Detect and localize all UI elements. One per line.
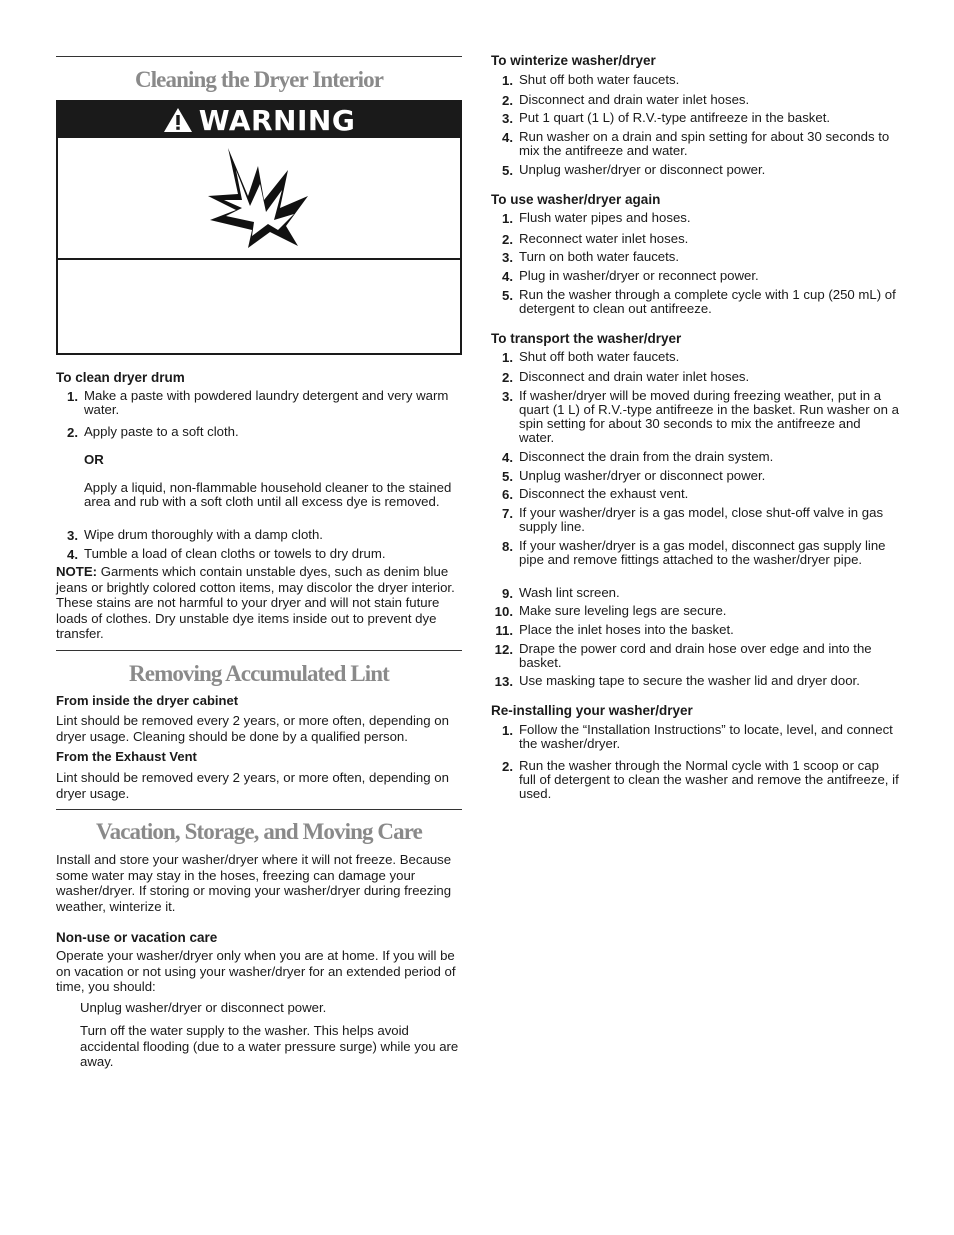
vacation-intro: Install and store your washer/dryer where it will not freeze. Because some water may stay in the hoses, freezing can damage your washer/dryer. If storing or moving your washer/dryer during freezing weather, winterize it.: [56, 852, 452, 914]
transport-step: If your washer/dryer is a gas model, disconnect gas supply line pipe and remove fittings attached to the washer/dryer pipe.: [519, 538, 886, 567]
step-number: 1.: [502, 723, 513, 738]
step-number: 10.: [494, 604, 513, 619]
step-number: 1.: [67, 389, 78, 404]
transport-step: If your washer/dryer is a gas model, close shut-off valve in gas supply line.: [519, 505, 884, 534]
use-again-step: Run the washer through a complete cycle with 1 cup (250 mL) of detergent to clean out antifreeze.: [519, 287, 896, 316]
step-number: 5.: [502, 288, 513, 303]
warning-triangle-icon: [163, 107, 193, 133]
step-number: 2.: [502, 759, 513, 774]
vent-heading: From the Exhaust Vent: [56, 749, 197, 764]
nonuse-item: Turn off the water supply to the washer. This helps avoid accidental flooding (due to a water pressure surge) while you are away.: [80, 1023, 459, 1069]
cabinet-text: Lint should be removed every 2 years, or more often, depending on dryer usage. Cleaning should be done by a qualified person.: [56, 713, 449, 744]
drum-heading: To clean dryer drum: [56, 370, 185, 385]
section-rule: [56, 56, 462, 57]
transport-step: Place the inlet hoses into the basket.: [519, 622, 734, 637]
warning-header: [58, 102, 460, 138]
step-number: 8.: [502, 539, 513, 554]
drum-step-alt: Apply a liquid, non-flammable household cleaner to the stained area and rub with a soft cloth until all excess dye is removed.: [84, 480, 452, 509]
use-again-heading: To use washer/dryer again: [491, 192, 661, 207]
or-label: OR: [84, 452, 104, 467]
vacation-section-title: Vacation, Storage, and Moving Care: [96, 819, 422, 844]
nonuse-item: Unplug washer/dryer or disconnect power.: [80, 1000, 327, 1015]
transport-heading: To transport the washer/dryer: [491, 331, 682, 346]
warning-divider: [58, 258, 460, 260]
winterize-heading: To winterize washer/dryer: [491, 53, 656, 68]
transport-step: Disconnect the drain from the drain system.: [519, 449, 774, 464]
step-number: 5.: [502, 469, 513, 484]
use-again-step: Reconnect water inlet hoses.: [519, 231, 689, 246]
step-number: 2.: [67, 425, 78, 440]
step-number: 4.: [502, 450, 513, 465]
use-again-step: Turn on both water faucets.: [519, 249, 680, 264]
transport-step: Use masking tape to secure the washer lid and dryer door.: [519, 673, 860, 688]
drum-step: Wipe drum thoroughly with a damp cloth.: [84, 527, 323, 542]
step-number: 3.: [502, 389, 513, 404]
step-number: 5.: [502, 163, 513, 178]
vent-text: Lint should be removed every 2 years, or more often, depending on dryer usage.: [56, 770, 449, 801]
step-number: 11.: [495, 623, 513, 638]
drum-step: Make a paste with powdered laundry detergent and very warm water.: [84, 388, 449, 417]
step-number: 2.: [502, 232, 513, 247]
note-label: NOTE:: [56, 564, 98, 579]
cleaning-section-title: Cleaning the Dryer Interior: [134, 67, 384, 92]
dye-note: [56, 564, 462, 642]
transport-step: Make sure leveling legs are secure.: [519, 603, 727, 618]
winterize-step: Disconnect and drain water inlet hoses.: [519, 92, 750, 107]
transport-step: Shut off both water faucets.: [519, 349, 680, 364]
step-number: 3.: [502, 111, 513, 126]
transport-step: Unplug washer/dryer or disconnect power.: [519, 468, 766, 483]
drum-step: Tumble a load of clean cloths or towels to dry drum.: [84, 546, 386, 561]
explosion-hazard-icon: [208, 148, 312, 250]
reinstall-step: Run the washer through the Normal cycle with 1 scoop or cap full of detergent to clean the washer and remove the antifreeze, if used.: [519, 758, 899, 801]
lint-section-title: Removing Accumulated Lint: [129, 661, 389, 686]
warning-label: WARNING: [198, 103, 356, 137]
step-number: 7.: [502, 506, 513, 521]
warning-box: [56, 100, 462, 355]
step-number: 3.: [502, 250, 513, 265]
step-number: 4.: [502, 130, 513, 145]
cabinet-heading: From inside the dryer cabinet: [56, 693, 239, 708]
winterize-step: Unplug washer/dryer or disconnect power.: [519, 162, 766, 177]
transport-step: Drape the power cord and drain hose over edge and into the basket.: [519, 641, 872, 670]
step-number: 13.: [494, 674, 513, 689]
note-text: Garments which contain unstable dyes, such as denim blue jeans or brightly colored cotton items, may discolor the dryer interior. These stains are not harmful to your dryer and will not stain future loads of clothes. Dry unstable dye items inside out to prevent dye transfer.: [56, 564, 455, 641]
use-again-step: Plug in washer/dryer or reconnect power.: [519, 268, 759, 283]
drum-step: Apply paste to a soft cloth.: [84, 424, 239, 439]
transport-step: Disconnect and drain water inlet hoses.: [519, 369, 750, 384]
winterize-step: Run washer on a drain and spin setting for about 30 seconds to mix the antifreeze and water.: [519, 129, 890, 158]
transport-step: Disconnect the exhaust vent.: [519, 486, 689, 501]
section-rule: [56, 650, 462, 651]
transport-step: Wash lint screen.: [519, 585, 620, 600]
step-number: 2.: [502, 370, 513, 385]
step-number: 1.: [502, 350, 513, 365]
reinstall-heading: Re-installing your washer/dryer: [491, 703, 693, 718]
step-number: 1.: [502, 211, 513, 226]
section-rule: [56, 809, 462, 810]
use-again-step: Flush water pipes and hoses.: [519, 210, 691, 225]
nonuse-text: Operate your washer/dryer only when you are at home. If you will be on vacation or not using your washer/dryer for an extended period of time, you should:: [56, 948, 456, 994]
step-number: 12.: [494, 642, 513, 657]
step-number: 4.: [502, 269, 513, 284]
step-number: 3.: [67, 528, 78, 543]
reinstall-step: Follow the “Installation Instructions” to locate, level, and connect the washer/dryer.: [519, 722, 893, 751]
step-number: 6.: [502, 487, 513, 502]
step-number: 4.: [67, 547, 78, 562]
step-number: 9.: [502, 586, 513, 601]
step-number: 1.: [502, 73, 513, 88]
winterize-step: Shut off both water faucets.: [519, 72, 680, 87]
nonuse-heading: Non-use or vacation care: [56, 930, 218, 945]
step-number: 2.: [502, 93, 513, 108]
winterize-step: Put 1 quart (1 L) of R.V.-type antifreeze in the basket.: [519, 110, 831, 125]
transport-step: If washer/dryer will be moved during freezing weather, put in a quart (1 L) of R.V.-type antifreeze in the basket. Run washer on a spin setting for about 30 seconds to mix the antifreeze and water.: [519, 388, 899, 445]
